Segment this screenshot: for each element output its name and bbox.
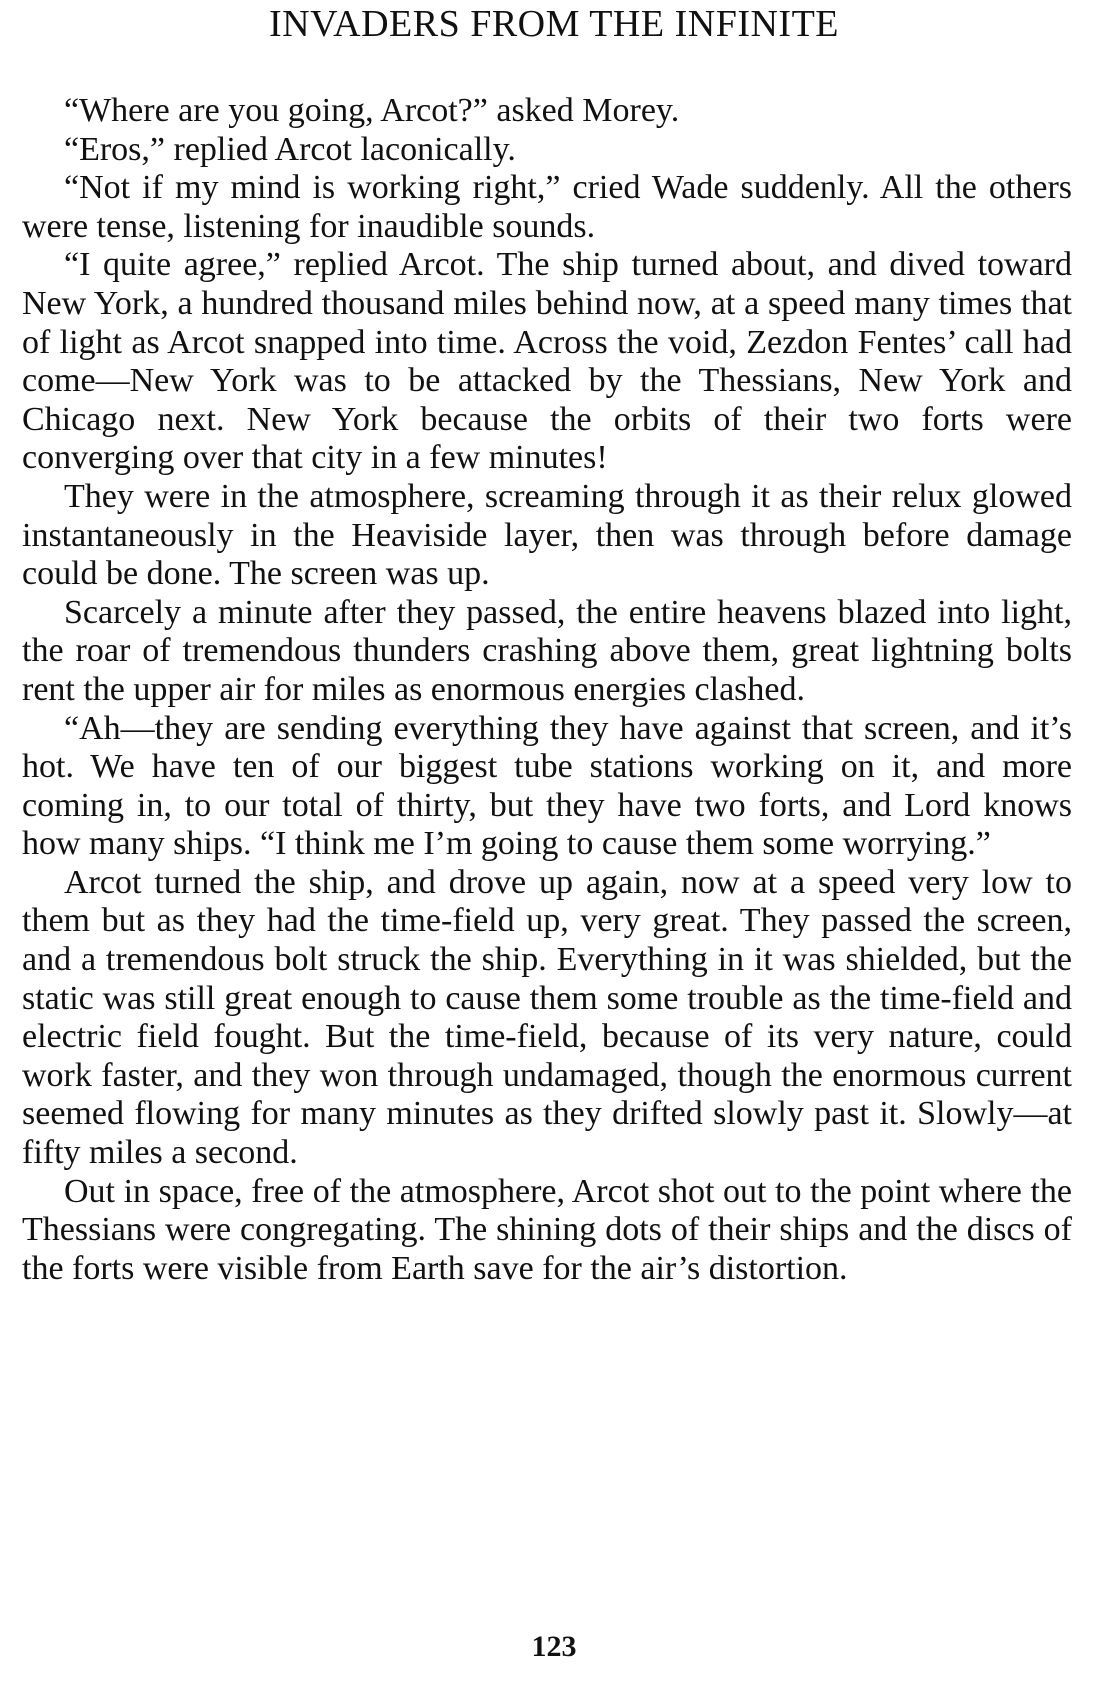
paragraph: “Eros,” replied Arcot laconically. bbox=[64, 130, 516, 168]
running-head-title: INVADERS FROM THE INFINITE bbox=[268, 3, 839, 45]
body-text bbox=[22, 92, 1072, 1288]
paragraph: “Where are you going, Arcot?” asked Morey. bbox=[64, 92, 680, 129]
paragraph: Arcot turned the ship, and drove up again, now at a speed very low to them but as they had the time-field up, very great. They passed the screen, and a tremendous bolt struck the ship. Everything in it was shielded, but the static was still great enough to cause them some trouble as the time-field and electric field fought. But the time-field, because of its very nature, could work faster, and they won through undamaged, though the enormous current seemed flowing for many minutes as they drifted slowly past it. Slowly—at fifty miles a second. bbox=[22, 863, 1072, 1172]
paragraph: “Ah—they are sending everything they have against that screen, and it’s hot. We have ten of our biggest tube stations working on it, and more coming in, to our total of thirty, but they have two forts, and Lord knows how many ships. “I think me I’m going to cause them some worrying.” bbox=[22, 709, 1072, 863]
paragraph: “Not if my mind is working right,” cried Wade suddenly. All the others were tense, listening for inaudible sounds. bbox=[22, 169, 1072, 245]
page-number: 123 bbox=[531, 1630, 577, 1663]
paragraph: “I quite agree,” replied Arcot. The ship turned about, and dived toward New York, a hundred thousand miles behind now, at a speed many times that of light as Arcot snapped into time. Across the void, Zezdon Fentes’ call had come—New York was to be attacked by the Thessians, New York and Chicago next. New York because the orbits of their two forts were converging over that city in a few minutes! bbox=[22, 246, 1072, 477]
paragraph: Out in space, free of the atmosphere, Arcot shot out to the point where the Thessians were congregating. The shining dots of their ships and the discs of the forts were visible from Earth save for the air’s distortion. bbox=[22, 1172, 1072, 1287]
paragraph: Scarcely a minute after they passed, the entire heavens blazed into light, the roar of tremendous thunders crashing above them, great lightning bolts rent the upper air for miles as enormous energies clashed. bbox=[22, 593, 1072, 708]
paragraph: They were in the atmosphere, screaming through it as their relux glowed instantaneously in the Heaviside layer, then was through before damage could be done. The screen was up. bbox=[22, 477, 1072, 593]
